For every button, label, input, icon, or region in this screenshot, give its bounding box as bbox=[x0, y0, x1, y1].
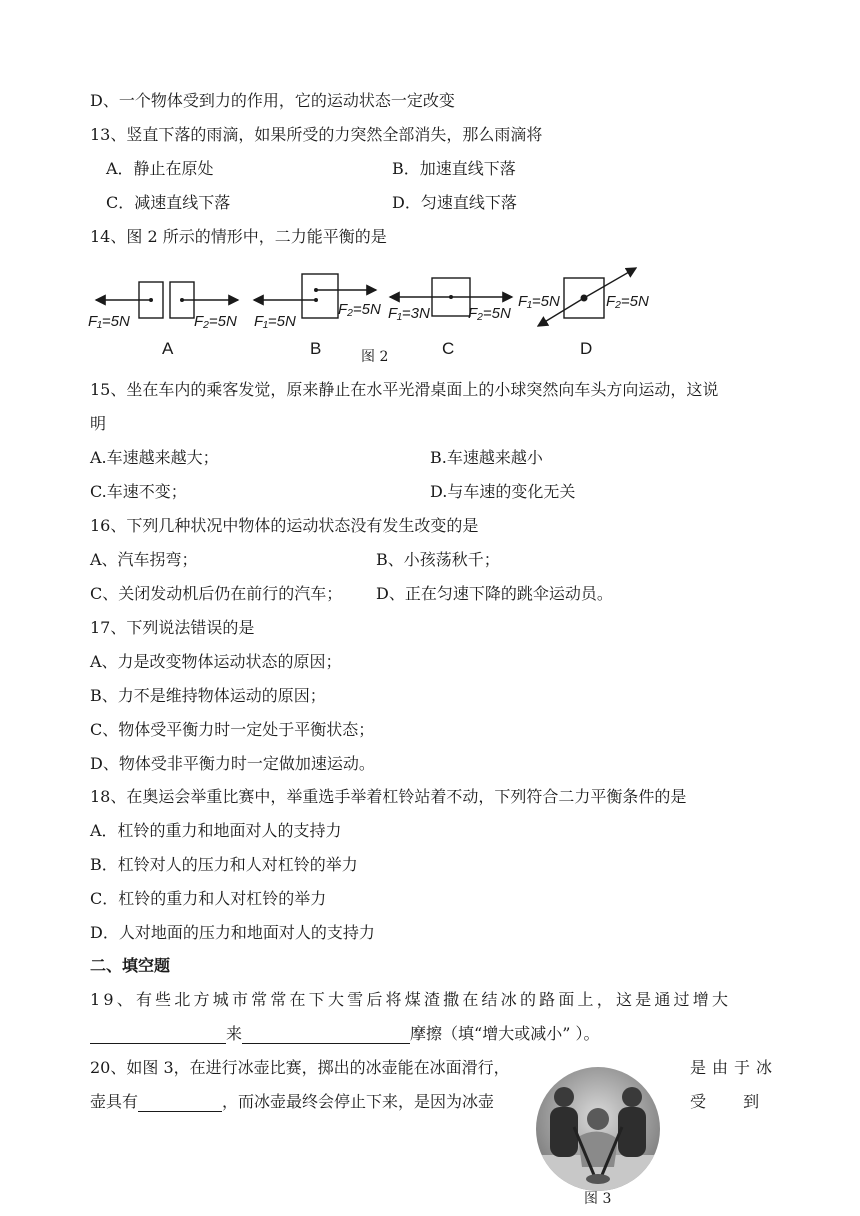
figure-3-caption: 图 3 bbox=[584, 1191, 612, 1207]
panel-d-label: D bbox=[580, 339, 593, 358]
q17-option-a: A、力是改变物体运动状态的原因； bbox=[90, 652, 342, 671]
q13-option-a: A．静止在原处 bbox=[106, 159, 214, 178]
panel-b-f2-label: F₂=5N bbox=[338, 301, 381, 318]
q18-option-a: A．杠铃的重力和地面对人的支持力 bbox=[90, 821, 342, 840]
q20-text-1: 壶具有 bbox=[90, 1092, 139, 1111]
q15-option-c: C.车速不变； bbox=[90, 482, 187, 501]
q20-stem-left: 20、如图 3，在进行冰壶比赛，掷出的冰壶能在冰面滑行， bbox=[90, 1058, 510, 1077]
q20-stem-right: 是由于冰 bbox=[690, 1058, 779, 1077]
q19-blanks-line bbox=[90, 1024, 599, 1044]
panel-a-f2-label: F₂=5N bbox=[194, 313, 237, 330]
panel-a-label: A bbox=[162, 339, 174, 358]
q16-option-a: A、汽车拐弯； bbox=[90, 550, 198, 569]
q14-stem: 14、图 2 所示的情形中，二力能平衡的是 bbox=[90, 227, 387, 246]
curling-photo bbox=[536, 1067, 660, 1191]
q16-option-c: C、关闭发动机后仍在前行的汽车； bbox=[90, 584, 343, 603]
q18-stem: 18、在奥运会举重比赛中，举重选手举着杠铃站着不动，下列符合二力平衡条件的是 bbox=[90, 787, 687, 806]
section-heading: 二、填空题 bbox=[90, 956, 171, 975]
q15-option-d: D.与车速的变化无关 bbox=[430, 482, 576, 501]
panel-d-f1-label: F₁=5N bbox=[518, 293, 560, 310]
q16-stem: 16、下列几种状况中物体的运动状态没有发生改变的是 bbox=[90, 516, 479, 535]
q18-option-d: D．人对地面的压力和地面对人的支持力 bbox=[90, 923, 375, 942]
q18-option-b: B．杠铃对人的压力和人对杠铃的举力 bbox=[90, 855, 358, 874]
q13-option-b: B．加速直线下落 bbox=[392, 159, 516, 178]
figure-2-caption: 图 2 bbox=[361, 349, 389, 365]
panel-c-f2-label: F₂=5N bbox=[468, 305, 511, 322]
q18-option-c: C．杠铃的重力和人对杠铃的举力 bbox=[90, 889, 327, 908]
panel-c-f1-label: F₁=3N bbox=[388, 305, 430, 322]
q20-line-2 bbox=[90, 1092, 494, 1112]
q19-text-1: 来 bbox=[226, 1024, 243, 1043]
q17-option-c: C、物体受平衡力时一定处于平衡状态； bbox=[90, 720, 375, 739]
q20-text-right: 受 到 bbox=[690, 1092, 776, 1111]
q17-option-d: D、物体受非平衡力时一定做加速运动。 bbox=[90, 754, 375, 773]
q19-text-2: 摩擦（填“增大或减小” ）。 bbox=[410, 1024, 600, 1043]
q19-stem: 19、有些北方城市常常在下大雪后将煤渣撒在结冰的路面上，这是通过增大 bbox=[90, 990, 732, 1009]
panel-b-f1-label: F₁=5N bbox=[254, 313, 296, 330]
panel-c-label: C bbox=[442, 339, 455, 358]
q17-option-b: B、力不是维持物体运动的原因； bbox=[90, 686, 326, 705]
q19-blank-2[interactable] bbox=[242, 1027, 410, 1044]
q12-option-d: D、一个物体受到力的作用，它的运动状态一定改变 bbox=[90, 91, 455, 110]
q15-option-a: A.车速越来越大； bbox=[90, 448, 219, 467]
q15-option-b: B.车速越来越小 bbox=[430, 448, 543, 467]
panel-d-f2-label: F₂=5N bbox=[606, 293, 649, 310]
q15-stem: 15、坐在车内的乘客发觉，原来静止在水平光滑桌面上的小球突然向车头方向运动，这说 bbox=[90, 380, 719, 399]
q15-stem-continued: 明 bbox=[90, 414, 107, 433]
q16-option-d: D、正在匀速下降的跳伞运动员。 bbox=[376, 584, 613, 603]
panel-a-f1-label: F₁=5N bbox=[88, 313, 130, 330]
q17-stem: 17、下列说法错误的是 bbox=[90, 618, 255, 637]
q20-text-2: ，而冰壶最终会停止下来，是因为冰壶 bbox=[222, 1092, 495, 1111]
panel-b-label: B bbox=[310, 339, 322, 358]
q13-option-d: D．匀速直线下落 bbox=[392, 193, 517, 212]
q16-option-b: B、小孩荡秋千； bbox=[376, 550, 500, 569]
q20-blank-1[interactable] bbox=[138, 1095, 222, 1112]
q13-option-c: C．减速直线下落 bbox=[106, 193, 231, 212]
q13-stem: 13、竖直下落的雨滴，如果所受的力突然全部消失，那么雨滴将 bbox=[90, 125, 543, 144]
q19-blank-1[interactable] bbox=[90, 1027, 226, 1044]
